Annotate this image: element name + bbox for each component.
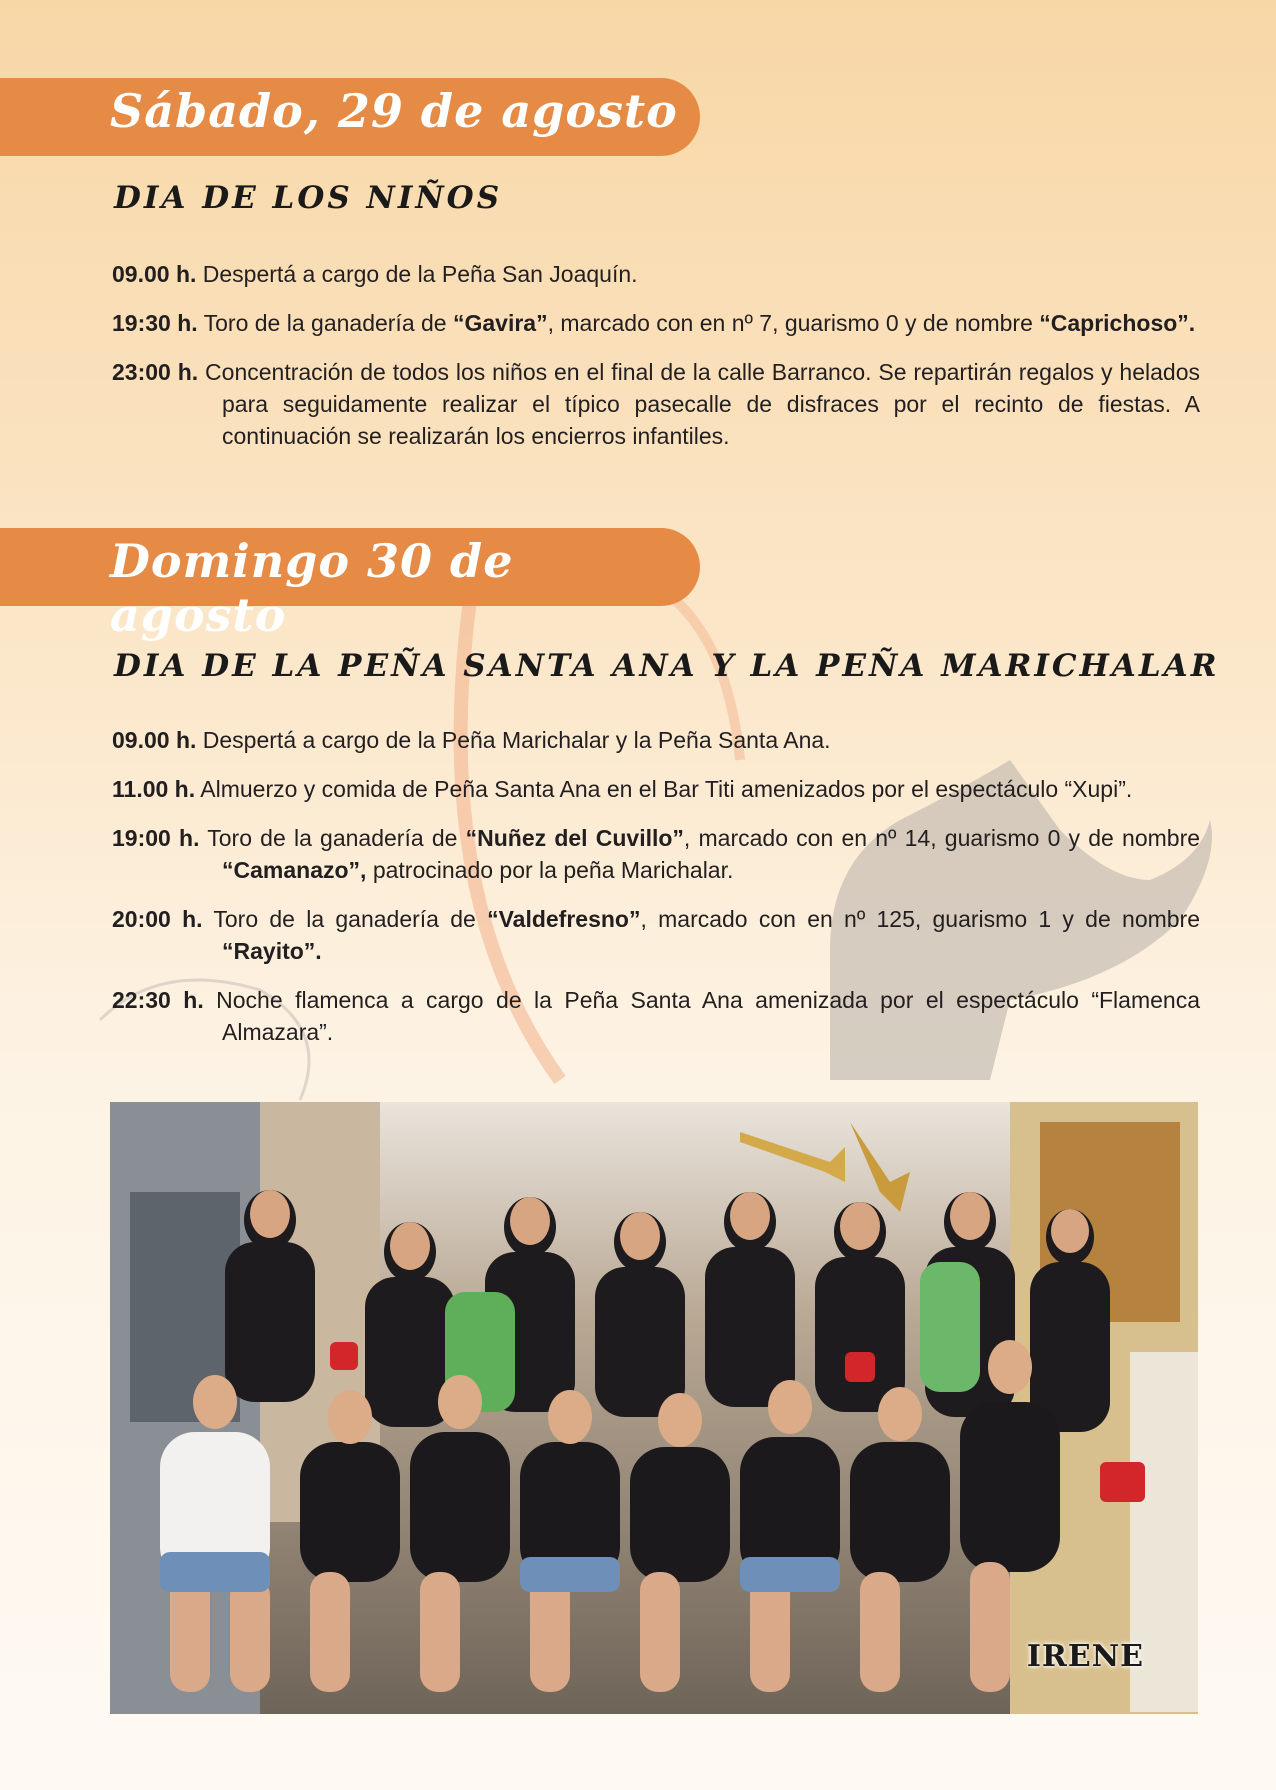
group-photo-illustration xyxy=(110,1102,1198,1714)
event-item xyxy=(112,724,1200,756)
event-text-bold: “Valdefresno” xyxy=(487,906,641,932)
event-text: Toro de la ganadería de xyxy=(202,906,488,932)
event-list xyxy=(112,724,1200,1065)
event-time: 22:30 h. xyxy=(112,987,204,1013)
event-text: Noche flamenca a cargo de la Peña Santa Ana amenizada por el espectáculo “Flamenca Almazara”. xyxy=(203,987,1200,1045)
event-time: 09.00 h. xyxy=(112,261,197,287)
event-text-bold: “Rayito”. xyxy=(222,938,322,964)
event-text: Concentración de todos los niños en el final de la calle Barranco. Se repartirán regalos y helados para seguidamente realizar el típico pasecalle de disfraces por el recinto de fiestas. A continuación se realizarán los encierros infantiles. xyxy=(198,359,1200,449)
event-text: , marcado con en nº 14, guarismo 0 y de nombre xyxy=(683,825,1201,851)
day-banner-saturday xyxy=(0,78,700,156)
event-text-bold: “Nuñez del Cuvillo” xyxy=(465,825,684,851)
section-subtitle: DIA DE LOS NIÑOS xyxy=(114,180,503,216)
group-photo xyxy=(110,1102,1198,1714)
event-text: Almuerzo y comida de Peña Santa Ana en el Bar Titi amenizados por el espectáculo “Xupi”. xyxy=(195,776,1133,802)
event-text-bold: “Caprichoso”. xyxy=(1039,310,1196,336)
event-text: patrocinado por la peña Marichalar. xyxy=(366,857,734,883)
photo-caption: IRENE xyxy=(1026,1639,1144,1674)
event-item xyxy=(112,773,1200,805)
day-banner-sunday xyxy=(0,528,700,642)
event-text: , marcado con en nº 7, guarismo 0 y de nombre xyxy=(547,310,1040,336)
event-text: Despertá a cargo de la Peña San Joaquín. xyxy=(196,261,638,287)
event-item xyxy=(112,307,1200,339)
event-text-bold: “Gavira” xyxy=(452,310,548,336)
event-item xyxy=(112,258,1200,290)
event-text: , marcado con en nº 125, guarismo 1 y de nombre xyxy=(640,906,1201,932)
event-time: 11.00 h. xyxy=(112,776,196,802)
event-time: 20:00 h. xyxy=(112,906,203,932)
event-item xyxy=(112,822,1200,886)
event-item xyxy=(112,984,1200,1048)
event-time: 19:00 h. xyxy=(112,825,200,851)
event-text: Toro de la ganadería de xyxy=(197,310,453,336)
event-time: 09.00 h. xyxy=(112,727,197,753)
event-time: 19:30 h. xyxy=(112,310,198,336)
event-text: Toro de la ganadería de xyxy=(199,825,466,851)
event-text-bold: “Camanazo”, xyxy=(222,857,367,883)
event-list xyxy=(112,258,1200,469)
event-text: Despertá a cargo de la Peña Marichalar y la Peña Santa Ana. xyxy=(196,727,831,753)
event-item xyxy=(112,903,1200,967)
section-subtitle: DIA DE LA PEÑA SANTA ANA Y LA PEÑA MARICHALAR xyxy=(114,648,1220,684)
day-title: Domingo 30 de agosto xyxy=(110,534,514,642)
event-time: 23:00 h. xyxy=(112,359,199,385)
day-title: Sábado, 29 de agosto xyxy=(110,84,678,138)
event-item xyxy=(112,356,1200,452)
